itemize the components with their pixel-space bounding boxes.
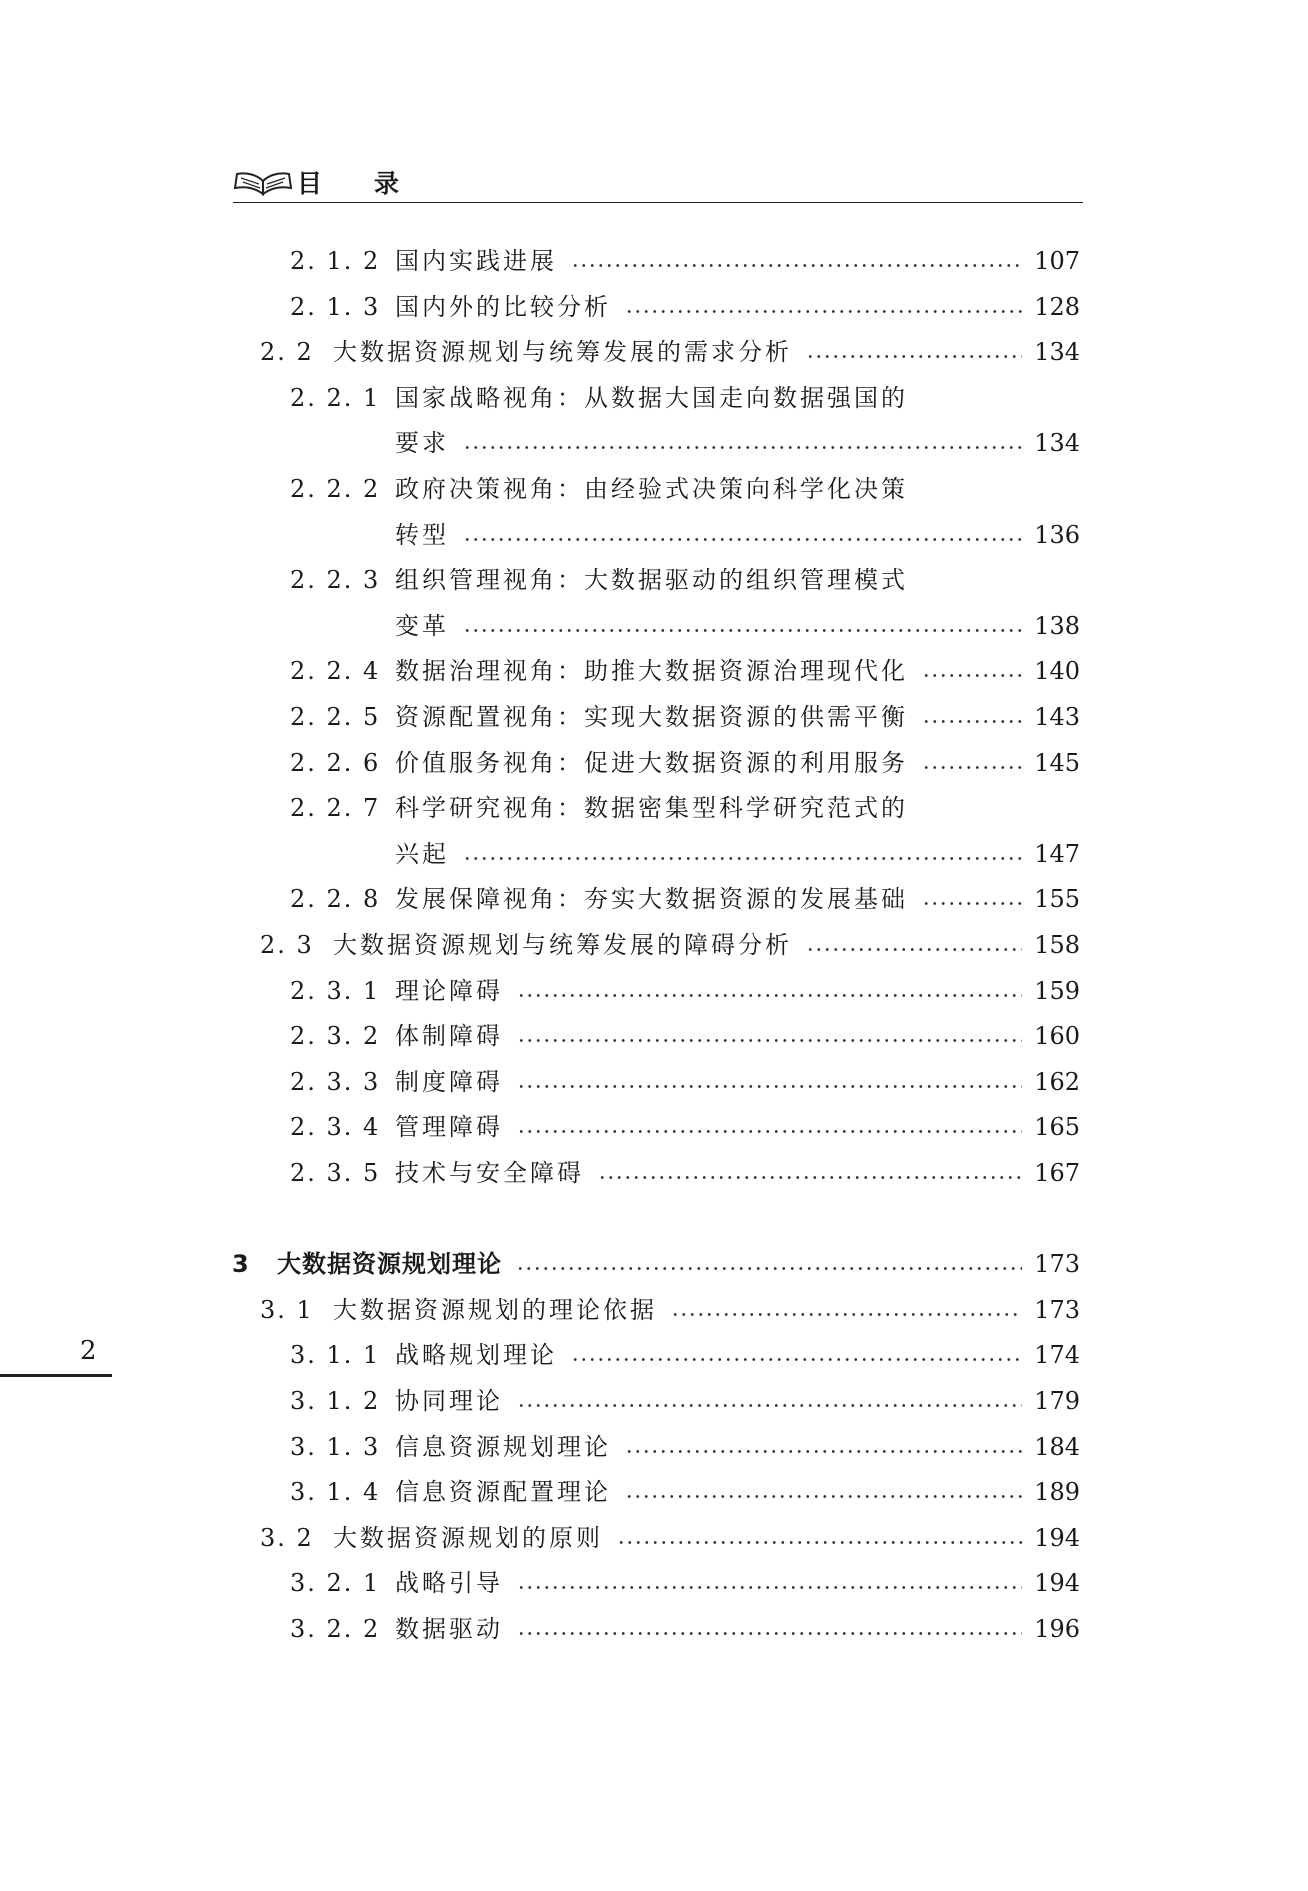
toc-entry-number: 2. 2. 4 xyxy=(290,657,381,686)
toc-entry[interactable] xyxy=(0,1292,1308,1328)
toc-entry-page: 179 xyxy=(1034,1387,1080,1415)
toc-entry-page: 138 xyxy=(1034,611,1080,640)
toc-entry-title: 大数据资源规划与统筹发展的障碍分析 xyxy=(333,931,792,959)
toc-entry-title: 技术与安全障碍 xyxy=(395,1159,584,1187)
toc-entry-number: 2. 3. 1 xyxy=(290,976,381,1005)
toc-entry-title: 大数据资源规划的理论依据 xyxy=(333,1295,657,1324)
toc-entry-title: 大数据资源规划理论 xyxy=(277,1250,502,1279)
leader-dots xyxy=(806,355,1022,358)
toc-entry-title: 国内外的比较分析 xyxy=(395,292,611,321)
leader-dots xyxy=(517,1085,1022,1088)
toc-entry-title: 政府决策视角：由经验式决策向科学化决策 xyxy=(395,475,908,503)
toc-entry-page: 165 xyxy=(1034,1113,1080,1142)
toc-entry[interactable] xyxy=(0,790,1308,826)
toc-entry-continuation[interactable] xyxy=(0,836,1308,872)
toc-entry-title: 管理障碍 xyxy=(395,1113,503,1142)
toc-entry-page: 159 xyxy=(1034,976,1080,1005)
toc-entry-number: 2. 3. 5 xyxy=(290,1159,381,1187)
toc-entry-title-continuation: 要求 xyxy=(395,429,449,458)
toc-entry-page: 107 xyxy=(1034,247,1080,275)
toc-entry-page: 173 xyxy=(1034,1295,1080,1324)
toc-entry-number: 2. 3. 3 xyxy=(290,1067,381,1096)
toc-entry[interactable] xyxy=(0,653,1308,689)
toc-entry-title: 协同理论 xyxy=(395,1387,503,1415)
leader-dots xyxy=(517,994,1022,997)
leader-dots xyxy=(806,948,1022,951)
toc-entry[interactable] xyxy=(0,1474,1308,1510)
toc-entry-number: 2. 2. 1 xyxy=(290,383,381,412)
toc-entry-number: 2. 2. 3 xyxy=(290,566,381,595)
leader-dots xyxy=(463,629,1022,632)
leader-dots xyxy=(625,310,1022,313)
toc-entry-page: 174 xyxy=(1034,1341,1080,1370)
toc-entry-number: 3. 1. 4 xyxy=(290,1478,381,1507)
toc-entry-title: 资源配置视角：实现大数据资源的供需平衡 xyxy=(395,703,908,731)
leader-dots xyxy=(922,902,1022,905)
toc-entry-title: 理论障碍 xyxy=(395,976,503,1005)
page-number-rule xyxy=(0,1374,112,1377)
toc-entry-title-continuation: 转型 xyxy=(395,520,449,549)
toc-entry-number: 3. 1. 3 xyxy=(290,1432,381,1461)
toc-entry[interactable] xyxy=(0,1246,1308,1282)
leader-dots xyxy=(516,1267,1022,1270)
toc-entry[interactable] xyxy=(0,1064,1308,1100)
toc-entry-page: 189 xyxy=(1034,1478,1080,1507)
toc-entry-number: 2. 2. 2 xyxy=(290,475,381,503)
running-header xyxy=(233,162,1083,203)
toc-entry-number: 2. 3. 4 xyxy=(290,1113,381,1142)
leader-dots xyxy=(922,766,1022,769)
toc-entry-number: 3. 2 xyxy=(260,1523,314,1552)
toc-entry-title: 价值服务视角：促进大数据资源的利用服务 xyxy=(395,748,908,777)
toc-entry-page: 143 xyxy=(1034,703,1080,731)
toc-entry-title: 大数据资源规划的原则 xyxy=(333,1523,603,1552)
leader-dots xyxy=(617,1541,1022,1544)
toc-entry-number: 3. 1. 1 xyxy=(290,1341,381,1370)
toc-entry-page: 158 xyxy=(1034,931,1080,959)
toc-entry-title: 制度障碍 xyxy=(395,1067,503,1096)
toc-entry[interactable] xyxy=(0,1565,1308,1601)
toc-entry-number: 2. 3 xyxy=(260,931,314,959)
toc-entry-page: 136 xyxy=(1034,520,1080,549)
toc-entry[interactable] xyxy=(0,1520,1308,1556)
toc-entry[interactable] xyxy=(0,973,1308,1009)
toc-entry-number: 2. 1. 2 xyxy=(290,247,381,275)
leader-dots xyxy=(463,857,1022,860)
toc-entry-page: 147 xyxy=(1034,839,1080,868)
toc-entry-title: 战略引导 xyxy=(395,1569,503,1598)
toc-entry-page: 194 xyxy=(1034,1569,1080,1598)
toc-entry[interactable] xyxy=(0,1018,1308,1054)
leader-dots xyxy=(571,264,1022,267)
leader-dots xyxy=(463,446,1022,449)
toc-entry[interactable] xyxy=(0,1109,1308,1145)
toc-entry-number: 2. 2. 6 xyxy=(290,748,381,777)
toc-entry[interactable] xyxy=(0,380,1308,416)
toc-entry[interactable] xyxy=(0,562,1308,598)
toc-entry-continuation[interactable] xyxy=(0,425,1308,461)
toc-entry-page: 194 xyxy=(1034,1523,1080,1552)
toc-entry-page: 167 xyxy=(1034,1159,1080,1187)
leader-dots xyxy=(517,1130,1022,1133)
toc-entry-page: 128 xyxy=(1034,292,1080,321)
toc-entry-page: 196 xyxy=(1034,1615,1080,1643)
toc-entry[interactable] xyxy=(0,881,1308,917)
toc-entry[interactable] xyxy=(0,1429,1308,1465)
toc-entry-page: 145 xyxy=(1034,748,1080,777)
toc-entry[interactable] xyxy=(0,289,1308,325)
toc-entry-continuation[interactable] xyxy=(0,517,1308,553)
toc-entry-title-continuation: 变革 xyxy=(395,611,449,640)
leader-dots xyxy=(463,538,1022,541)
toc-entry-page: 155 xyxy=(1034,885,1080,914)
toc-entry-number: 2. 2 xyxy=(260,338,314,367)
toc-entry-title: 发展保障视角：夯实大数据资源的发展基础 xyxy=(395,885,908,914)
toc-entry[interactable] xyxy=(0,1337,1308,1373)
toc-entry[interactable] xyxy=(0,1611,1308,1647)
toc-entry-number: 3. 1 xyxy=(260,1295,314,1324)
toc-entry-title: 数据治理视角：助推大数据资源治理现代化 xyxy=(395,657,908,686)
toc-entry[interactable] xyxy=(0,243,1308,279)
toc-entry-number: 2. 2. 5 xyxy=(290,703,381,731)
leader-dots xyxy=(517,1039,1022,1042)
toc-entry-page: 134 xyxy=(1034,338,1080,367)
leader-dots xyxy=(922,674,1022,677)
leader-dots xyxy=(922,720,1022,723)
leader-dots xyxy=(517,1632,1022,1635)
toc-entry-page: 140 xyxy=(1034,657,1080,686)
toc-entry-number: 3. 2. 1 xyxy=(290,1569,381,1598)
toc-entry-page: 134 xyxy=(1034,429,1080,458)
toc-entry-title-continuation: 兴起 xyxy=(395,839,449,868)
toc-entry[interactable] xyxy=(0,699,1308,735)
open-book-icon xyxy=(233,166,293,198)
toc-entry-title: 组织管理视角：大数据驱动的组织管理模式 xyxy=(395,566,908,595)
toc-entry[interactable] xyxy=(0,745,1308,781)
toc-entry-page: 173 xyxy=(1034,1250,1080,1279)
leader-dots xyxy=(671,1313,1022,1316)
page-number: 2 xyxy=(80,1336,97,1366)
leader-dots xyxy=(598,1176,1022,1179)
leader-dots xyxy=(625,1450,1022,1453)
toc-entry[interactable] xyxy=(0,927,1308,963)
toc-entry-number: 2. 2. 7 xyxy=(290,794,381,823)
leader-dots xyxy=(625,1495,1022,1498)
toc-entry-number: 3 xyxy=(232,1250,251,1279)
toc-entry-number: 3. 2. 2 xyxy=(290,1615,381,1643)
toc-entry-title: 科学研究视角：数据密集型科学研究范式的 xyxy=(395,794,908,823)
toc-entry-number: 2. 1. 3 xyxy=(290,292,381,321)
toc-entry-title: 数据驱动 xyxy=(395,1615,503,1643)
toc-entry-number: 3. 1. 2 xyxy=(290,1387,381,1415)
header-title: 目录 xyxy=(297,169,452,198)
toc-entry-title: 国内实践进展 xyxy=(395,247,557,275)
toc-entry-page: 162 xyxy=(1034,1067,1080,1096)
toc-entry[interactable] xyxy=(0,334,1308,370)
toc-entry-title: 信息资源配置理论 xyxy=(395,1478,611,1507)
toc-entry-number: 2. 2. 8 xyxy=(290,885,381,914)
toc-entry[interactable] xyxy=(0,471,1308,507)
toc-entry[interactable] xyxy=(0,1155,1308,1191)
leader-dots xyxy=(517,1404,1022,1407)
toc-entry-title: 信息资源规划理论 xyxy=(395,1432,611,1461)
toc-entry-page: 160 xyxy=(1034,1022,1080,1051)
toc-entry-title: 大数据资源规划与统筹发展的需求分析 xyxy=(333,338,792,367)
toc-entry-title: 体制障碍 xyxy=(395,1022,503,1051)
toc-entry-continuation[interactable] xyxy=(0,608,1308,644)
toc-entry-title: 国家战略视角：从数据大国走向数据强国的 xyxy=(395,383,908,412)
toc-entry-number: 2. 3. 2 xyxy=(290,1022,381,1051)
leader-dots xyxy=(571,1358,1022,1361)
toc-entry[interactable] xyxy=(0,1383,1308,1419)
leader-dots xyxy=(517,1586,1022,1589)
toc-entry-page: 184 xyxy=(1034,1432,1080,1461)
toc-entry-title: 战略规划理论 xyxy=(395,1341,557,1370)
